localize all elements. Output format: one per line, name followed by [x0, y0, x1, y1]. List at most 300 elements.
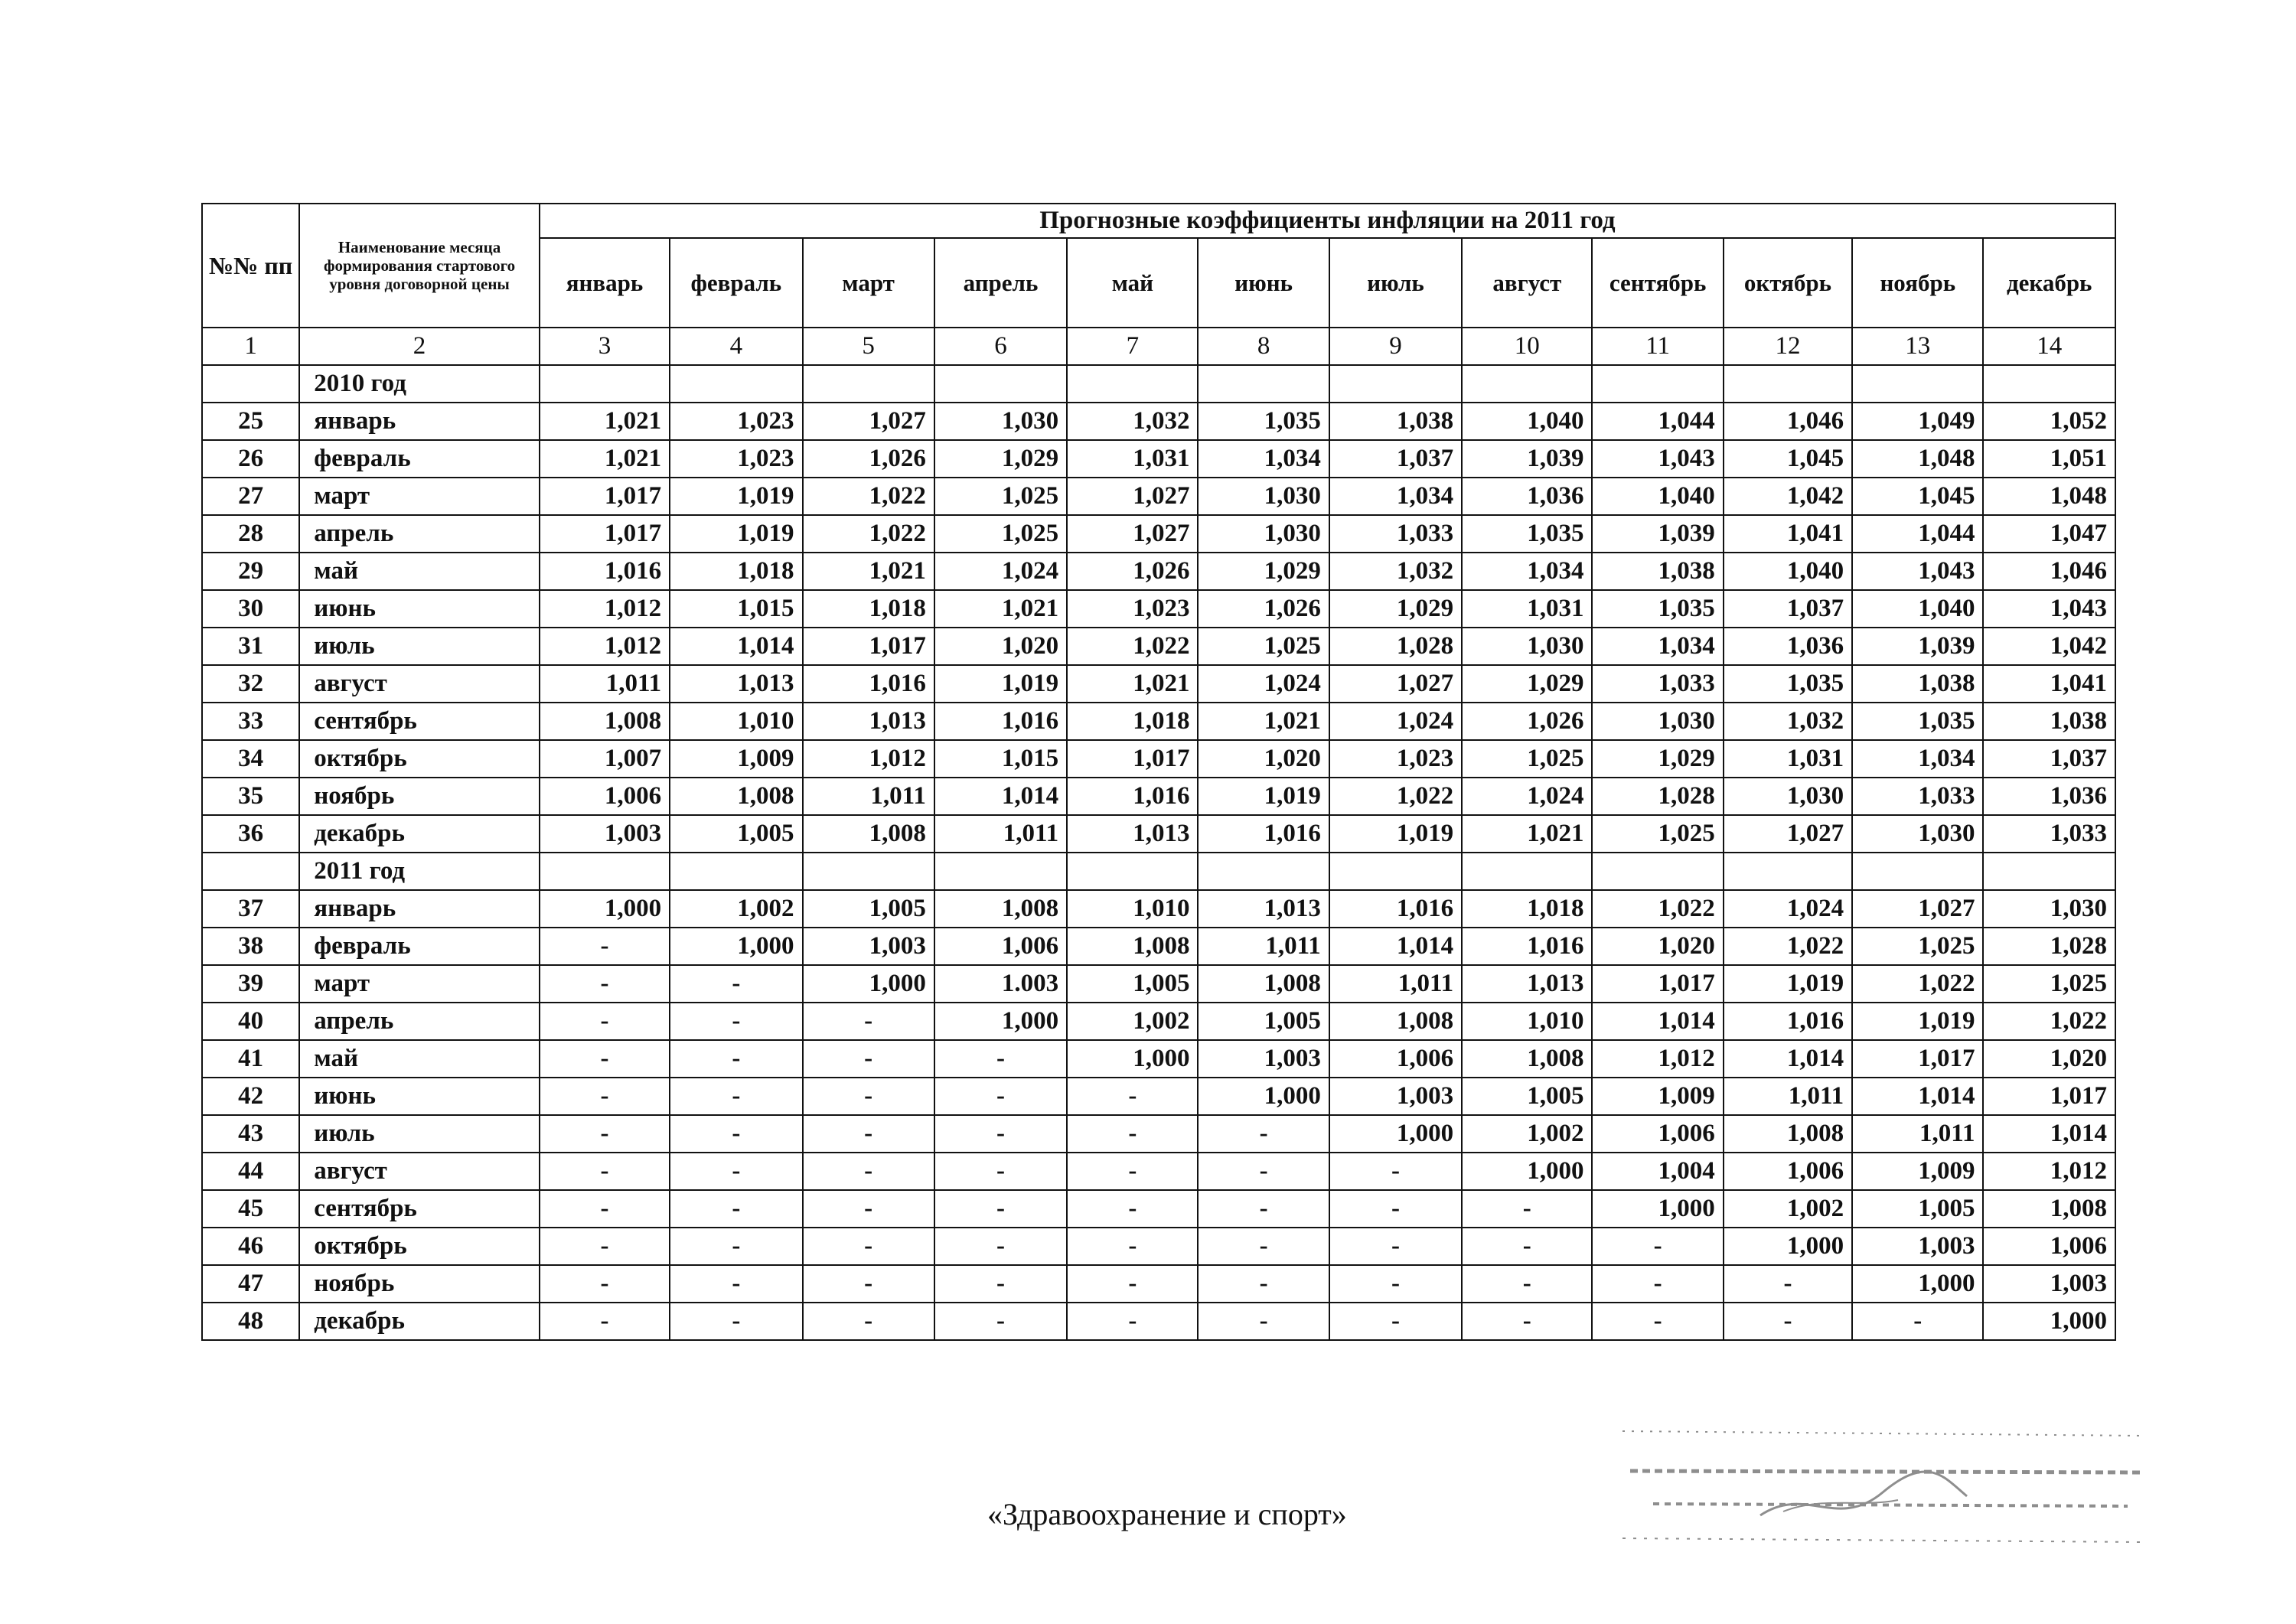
coefficient-cell: 1,022: [803, 515, 934, 553]
coefficient-cell: 1,003: [803, 928, 934, 965]
coefficient-cell: 1,007: [540, 740, 670, 778]
coefficient-cell: 1,034: [1462, 553, 1592, 590]
coefficient-cell: 1,043: [1983, 590, 2115, 628]
coefficient-cell: 1,005: [1852, 1190, 1983, 1228]
coefficient-cell: 1,039: [1592, 515, 1723, 553]
column-number-cell: 6: [934, 328, 1067, 365]
coefficient-cell: -: [1198, 1303, 1329, 1340]
column-number-cell: 7: [1067, 328, 1198, 365]
coefficient-cell: 1,014: [1329, 928, 1462, 965]
column-number-cell: 3: [540, 328, 670, 365]
coefficient-cell: 1,010: [1462, 1003, 1592, 1040]
row-month: март: [299, 478, 540, 515]
coefficient-cell: 1,010: [670, 703, 802, 740]
coefficient-cell: 1,032: [1067, 403, 1198, 440]
coefficient-cell: 1,036: [1724, 628, 1852, 665]
row-number: 48: [202, 1303, 299, 1340]
coefficient-cell: 1,038: [1592, 553, 1723, 590]
coefficient-cell: 1,035: [1852, 703, 1983, 740]
row-number: 46: [202, 1228, 299, 1265]
empty-cell: [1592, 853, 1723, 890]
coefficient-cell: -: [1852, 1303, 1983, 1340]
coefficient-cell: 1,000: [1067, 1040, 1198, 1078]
row-number: 26: [202, 440, 299, 478]
coefficient-cell: 1,022: [803, 478, 934, 515]
coefficient-cell: 1,032: [1724, 703, 1852, 740]
coefficient-cell: 1,005: [670, 815, 802, 853]
row-month: февраль: [299, 440, 540, 478]
coefficient-cell: 1,039: [1852, 628, 1983, 665]
coefficient-cell: -: [803, 1228, 934, 1265]
coefficient-cell: 1,014: [670, 628, 802, 665]
coefficient-cell: 1,024: [1462, 778, 1592, 815]
coefficient-cell: 1,027: [1329, 665, 1462, 703]
coefficient-cell: -: [670, 1303, 802, 1340]
coefficient-cell: 1,041: [1983, 665, 2115, 703]
empty-cell: [1724, 365, 1852, 403]
coefficient-cell: -: [1462, 1303, 1592, 1340]
coefficient-cell: 1,036: [1462, 478, 1592, 515]
coefficient-cell: -: [540, 1265, 670, 1303]
coefficient-cell: 1,014: [1983, 1115, 2115, 1153]
coefficient-cell: -: [540, 965, 670, 1003]
coefficient-cell: 1,043: [1592, 440, 1723, 478]
coefficient-cell: 1,021: [934, 590, 1067, 628]
coefficient-cell: 1,017: [540, 515, 670, 553]
coefficient-cell: -: [1592, 1303, 1723, 1340]
coefficient-cell: 1,025: [1462, 740, 1592, 778]
coefficient-cell: 1,008: [803, 815, 934, 853]
coefficient-cell: 1,008: [670, 778, 802, 815]
column-number-cell: 12: [1724, 328, 1852, 365]
coefficient-cell: -: [1724, 1265, 1852, 1303]
coefficient-cell: 1,008: [1724, 1115, 1852, 1153]
coefficient-cell: 1,018: [1067, 703, 1198, 740]
row-number: 31: [202, 628, 299, 665]
coefficient-cell: -: [670, 1228, 802, 1265]
coefficient-cell: -: [1067, 1303, 1198, 1340]
coefficient-cell: 1,030: [1198, 478, 1329, 515]
coefficient-cell: -: [1329, 1265, 1462, 1303]
row-month: июль: [299, 1115, 540, 1153]
header-month-col: октябрь: [1724, 238, 1852, 328]
coefficient-cell: 1,020: [1983, 1040, 2115, 1078]
coefficient-cell: -: [803, 1078, 934, 1115]
coefficient-cell: 1,019: [670, 515, 802, 553]
coefficient-cell: 1,026: [803, 440, 934, 478]
empty-cell: [1067, 853, 1198, 890]
row-number: 33: [202, 703, 299, 740]
coefficient-cell: 1,027: [1067, 478, 1198, 515]
coefficient-cell: 1,029: [1592, 740, 1723, 778]
coefficient-cell: 1,044: [1592, 403, 1723, 440]
coefficient-cell: 1,049: [1852, 403, 1983, 440]
row-month: июнь: [299, 590, 540, 628]
coefficient-cell: 1,008: [1198, 965, 1329, 1003]
coefficient-cell: 1,036: [1983, 778, 2115, 815]
coefficient-cell: 1,029: [1198, 553, 1329, 590]
empty-cell: [803, 853, 934, 890]
coefficient-cell: -: [934, 1078, 1067, 1115]
coefficient-cell: 1,008: [1067, 928, 1198, 965]
table-row: [202, 1115, 2115, 1153]
coefficient-cell: 1,031: [1067, 440, 1198, 478]
coefficient-cell: 1,034: [1329, 478, 1462, 515]
coefficient-cell: 1,051: [1983, 440, 2115, 478]
coefficient-cell: 1,048: [1983, 478, 2115, 515]
coefficient-cell: -: [1592, 1228, 1723, 1265]
coefficient-cell: 1,018: [1462, 890, 1592, 928]
coefficient-cell: 1,019: [934, 665, 1067, 703]
empty-cell: [934, 365, 1067, 403]
coefficient-cell: 1,038: [1329, 403, 1462, 440]
coefficient-cell: 1,023: [670, 440, 802, 478]
empty-cell: [1592, 365, 1723, 403]
coefficient-cell: 1,011: [1724, 1078, 1852, 1115]
table-row: [202, 1003, 2115, 1040]
coefficient-cell: 1,006: [1983, 1228, 2115, 1265]
coefficient-cell: 1,013: [1067, 815, 1198, 853]
coefficient-cell: 1,002: [670, 890, 802, 928]
column-number-cell: 2: [299, 328, 540, 365]
coefficient-cell: 1,046: [1983, 553, 2115, 590]
coefficient-cell: 1,000: [1198, 1078, 1329, 1115]
row-number: 34: [202, 740, 299, 778]
row-month: апрель: [299, 515, 540, 553]
coefficient-cell: -: [670, 1040, 802, 1078]
header-month-col: май: [1067, 238, 1198, 328]
row-number: 39: [202, 965, 299, 1003]
coefficient-cell: 1,020: [934, 628, 1067, 665]
row-month: март: [299, 965, 540, 1003]
row-month: февраль: [299, 928, 540, 965]
coefficient-cell: 1,018: [670, 553, 802, 590]
coefficient-cell: 1,040: [1724, 553, 1852, 590]
empty-cell: [540, 365, 670, 403]
row-number: 40: [202, 1003, 299, 1040]
coefficient-cell: 1,008: [540, 703, 670, 740]
coefficient-cell: 1,030: [1724, 778, 1852, 815]
row-month: август: [299, 1153, 540, 1190]
empty-cell: [1329, 853, 1462, 890]
coefficient-cell: 1,016: [803, 665, 934, 703]
row-number: 25: [202, 403, 299, 440]
coefficient-cell: -: [803, 1153, 934, 1190]
column-number-cell: 8: [1198, 328, 1329, 365]
row-month: октябрь: [299, 740, 540, 778]
year-section-row: [202, 853, 2115, 890]
coefficient-cell: -: [934, 1228, 1067, 1265]
coefficient-cell: 1,029: [1462, 665, 1592, 703]
column-number-cell: 14: [1983, 328, 2115, 365]
coefficient-cell: -: [670, 1115, 802, 1153]
row-number: 36: [202, 815, 299, 853]
table-row: [202, 1078, 2115, 1115]
coefficient-cell: 1,046: [1724, 403, 1852, 440]
coefficient-cell: 1,009: [1852, 1153, 1983, 1190]
empty-cell: [670, 853, 802, 890]
coefficient-cell: 1,006: [1329, 1040, 1462, 1078]
coefficient-cell: 1,030: [934, 403, 1067, 440]
column-numbers-row: [202, 328, 2115, 365]
coefficient-cell: 1,014: [1852, 1078, 1983, 1115]
coefficient-cell: -: [1329, 1190, 1462, 1228]
coefficient-cell: -: [1067, 1153, 1198, 1190]
coefficient-cell: -: [1067, 1265, 1198, 1303]
coefficient-cell: 1,037: [1329, 440, 1462, 478]
coefficient-cell: 1,003: [1852, 1228, 1983, 1265]
coefficient-cell: 1,008: [1462, 1040, 1592, 1078]
row-number: 38: [202, 928, 299, 965]
coefficient-cell: 1,033: [1329, 515, 1462, 553]
header-group-title: Прогнозные коэффициенты инфляции на 2011 год: [540, 204, 2115, 238]
coefficient-cell: -: [803, 1115, 934, 1153]
coefficient-cell: 1,005: [803, 890, 934, 928]
header-month-name: Наименование месяца формирования стартового уровня договорной цены: [299, 204, 540, 328]
coefficient-cell: 1,014: [934, 778, 1067, 815]
coefficient-cell: 1,040: [1852, 590, 1983, 628]
coefficient-cell: 1,002: [1067, 1003, 1198, 1040]
empty-cell: [1983, 853, 2115, 890]
column-number-cell: 9: [1329, 328, 1462, 365]
coefficient-cell: -: [803, 1003, 934, 1040]
coefficient-cell: 1,010: [1067, 890, 1198, 928]
coefficient-cell: 1,005: [1462, 1078, 1592, 1115]
coefficient-cell: 1,015: [670, 590, 802, 628]
coefficient-cell: 1,020: [1592, 928, 1723, 965]
coefficient-cell: 1,040: [1462, 403, 1592, 440]
column-number-cell: 13: [1852, 328, 1983, 365]
row-number: 30: [202, 590, 299, 628]
coefficient-cell: 1,025: [934, 515, 1067, 553]
coefficient-cell: 1,011: [803, 778, 934, 815]
coefficient-cell: 1,034: [1852, 740, 1983, 778]
coefficient-cell: 1,009: [1592, 1078, 1723, 1115]
coefficient-cell: -: [803, 1190, 934, 1228]
coefficient-cell: 1,024: [1329, 703, 1462, 740]
coefficient-cell: -: [803, 1265, 934, 1303]
coefficient-cell: 1,019: [670, 478, 802, 515]
coefficient-cell: 1.003: [934, 965, 1067, 1003]
coefficient-cell: 1,000: [670, 928, 802, 965]
coefficient-cell: 1,023: [670, 403, 802, 440]
row-number: 44: [202, 1153, 299, 1190]
coefficient-cell: 1,002: [1724, 1190, 1852, 1228]
coefficient-cell: -: [1198, 1115, 1329, 1153]
coefficient-cell: -: [1724, 1303, 1852, 1340]
coefficient-cell: 1,013: [803, 703, 934, 740]
coefficient-cell: 1,011: [934, 815, 1067, 853]
table-row: [202, 815, 2115, 853]
row-number: 28: [202, 515, 299, 553]
coefficient-cell: 1,038: [1852, 665, 1983, 703]
row-month: сентябрь: [299, 703, 540, 740]
coefficient-cell: 1,022: [1983, 1003, 2115, 1040]
coefficient-cell: 1,023: [1067, 590, 1198, 628]
year-label: 2011 год: [299, 853, 540, 890]
coefficient-cell: -: [540, 1153, 670, 1190]
coefficient-cell: 1,037: [1724, 590, 1852, 628]
row-month: июнь: [299, 1078, 540, 1115]
table-row: [202, 515, 2115, 553]
coefficient-cell: 1,021: [1067, 665, 1198, 703]
table-row: [202, 1265, 2115, 1303]
header-month-col: сентябрь: [1592, 238, 1723, 328]
row-number: 47: [202, 1265, 299, 1303]
coefficient-cell: 1,042: [1983, 628, 2115, 665]
coefficient-cell: 1,011: [540, 665, 670, 703]
coefficient-cell: 1,006: [540, 778, 670, 815]
coefficient-cell: 1,029: [934, 440, 1067, 478]
coefficient-cell: -: [670, 965, 802, 1003]
empty-cell: [934, 853, 1067, 890]
coefficient-cell: -: [540, 1078, 670, 1115]
row-month: апрель: [299, 1003, 540, 1040]
coefficient-cell: 1,008: [934, 890, 1067, 928]
coefficient-cell: 1,003: [1329, 1078, 1462, 1115]
table-row: [202, 1153, 2115, 1190]
coefficient-cell: 1,031: [1724, 740, 1852, 778]
coefficient-cell: 1,005: [1067, 965, 1198, 1003]
coefficient-cell: 1,016: [1067, 778, 1198, 815]
row-month: январь: [299, 403, 540, 440]
header-month-col: июль: [1329, 238, 1462, 328]
coefficient-cell: 1,045: [1852, 478, 1983, 515]
coefficient-cell: 1,000: [934, 1003, 1067, 1040]
coefficient-cell: -: [934, 1265, 1067, 1303]
coefficient-cell: 1,017: [540, 478, 670, 515]
coefficient-cell: 1,017: [1067, 740, 1198, 778]
coefficient-cell: 1,035: [1592, 590, 1723, 628]
coefficient-cell: 1,037: [1983, 740, 2115, 778]
table-row: [202, 1190, 2115, 1228]
table-row: [202, 1303, 2115, 1340]
coefficient-cell: 1,035: [1198, 403, 1329, 440]
coefficient-cell: 1,026: [1198, 590, 1329, 628]
coefficient-cell: 1,000: [1329, 1115, 1462, 1153]
coefficient-cell: 1,014: [1592, 1003, 1723, 1040]
coefficient-cell: -: [670, 1190, 802, 1228]
coefficient-cell: 1,002: [1462, 1115, 1592, 1153]
empty-cell: [1198, 365, 1329, 403]
coefficient-cell: 1,012: [803, 740, 934, 778]
coefficient-cell: 1,030: [1983, 890, 2115, 928]
coefficient-cell: 1,000: [1983, 1303, 2115, 1340]
row-month: сентябрь: [299, 1190, 540, 1228]
coefficient-cell: 1,028: [1329, 628, 1462, 665]
empty-cell: [540, 853, 670, 890]
coefficient-cell: 1,000: [803, 965, 934, 1003]
coefficient-cell: 1,033: [1852, 778, 1983, 815]
coefficient-cell: 1,011: [1329, 965, 1462, 1003]
row-number: 41: [202, 1040, 299, 1078]
coefficient-cell: -: [1329, 1303, 1462, 1340]
coefficient-cell: 1,016: [934, 703, 1067, 740]
table-row: [202, 590, 2115, 628]
coefficient-cell: 1,027: [1724, 815, 1852, 853]
table-row: [202, 1040, 2115, 1078]
coefficient-cell: 1,024: [1198, 665, 1329, 703]
coefficient-cell: -: [1067, 1190, 1198, 1228]
coefficient-cell: 1,030: [1462, 628, 1592, 665]
coefficient-cell: -: [934, 1303, 1067, 1340]
coefficient-cell: 1,033: [1592, 665, 1723, 703]
coefficient-cell: 1,013: [670, 665, 802, 703]
coefficient-cell: 1,012: [540, 628, 670, 665]
table-row: [202, 665, 2115, 703]
coefficient-cell: 1,018: [803, 590, 934, 628]
coefficient-cell: 1,006: [934, 928, 1067, 965]
year-section-row: [202, 365, 2115, 403]
row-month: октябрь: [299, 1228, 540, 1265]
coefficient-cell: 1,025: [1852, 928, 1983, 965]
coefficient-cell: -: [1198, 1265, 1329, 1303]
row-month: май: [299, 1040, 540, 1078]
coefficient-cell: 1,019: [1852, 1003, 1983, 1040]
header-month-col: март: [803, 238, 934, 328]
empty-cell: [1852, 365, 1983, 403]
header-pp: №№ пп: [202, 204, 299, 328]
coefficient-cell: 1,025: [1198, 628, 1329, 665]
coefficient-cell: 1,047: [1983, 515, 2115, 553]
column-number-cell: 10: [1462, 328, 1592, 365]
coefficient-cell: 1,019: [1198, 778, 1329, 815]
coefficient-cell: 1,044: [1852, 515, 1983, 553]
coefficient-cell: -: [1198, 1228, 1329, 1265]
coefficient-cell: 1,035: [1462, 515, 1592, 553]
coefficient-cell: 1,016: [540, 553, 670, 590]
coefficient-cell: -: [1329, 1228, 1462, 1265]
coefficient-cell: 1,030: [1198, 515, 1329, 553]
coefficient-cell: -: [934, 1153, 1067, 1190]
coefficient-cell: 1,048: [1852, 440, 1983, 478]
coefficient-cell: -: [670, 1265, 802, 1303]
coefficient-cell: 1,006: [1592, 1115, 1723, 1153]
coefficient-cell: 1,022: [1852, 965, 1983, 1003]
coefficient-cell: 1,000: [1852, 1265, 1983, 1303]
coefficient-cell: 1,033: [1983, 815, 2115, 853]
coefficient-cell: 1,006: [1724, 1153, 1852, 1190]
coefficient-cell: -: [1462, 1228, 1592, 1265]
coefficient-cell: 1,008: [1983, 1190, 2115, 1228]
footer-caption: «Здравоохранение и спорт»: [987, 1497, 1347, 1531]
coefficient-cell: 1,027: [1067, 515, 1198, 553]
coefficient-cell: 1,043: [1852, 553, 1983, 590]
row-number: 35: [202, 778, 299, 815]
empty-cell: [1852, 853, 1983, 890]
coefficient-cell: 1,026: [1462, 703, 1592, 740]
header-month-col: декабрь: [1983, 238, 2115, 328]
coefficient-cell: -: [1067, 1078, 1198, 1115]
coefficient-cell: 1,012: [1592, 1040, 1723, 1078]
table-row: [202, 890, 2115, 928]
coefficient-cell: 1,017: [1592, 965, 1723, 1003]
coefficient-cell: 1,032: [1329, 553, 1462, 590]
empty-cell: [670, 365, 802, 403]
coefficient-cell: -: [540, 1115, 670, 1153]
coefficient-cell: 1,011: [1852, 1115, 1983, 1153]
coefficient-cell: 1,024: [1724, 890, 1852, 928]
table-row: [202, 403, 2115, 440]
row-month: июль: [299, 628, 540, 665]
empty-cell: [202, 365, 299, 403]
coefficient-cell: -: [540, 1190, 670, 1228]
coefficient-cell: 1,021: [540, 440, 670, 478]
row-month: декабрь: [299, 815, 540, 853]
coefficient-cell: 1,028: [1983, 928, 2115, 965]
coefficient-cell: -: [1198, 1190, 1329, 1228]
empty-cell: [1198, 853, 1329, 890]
